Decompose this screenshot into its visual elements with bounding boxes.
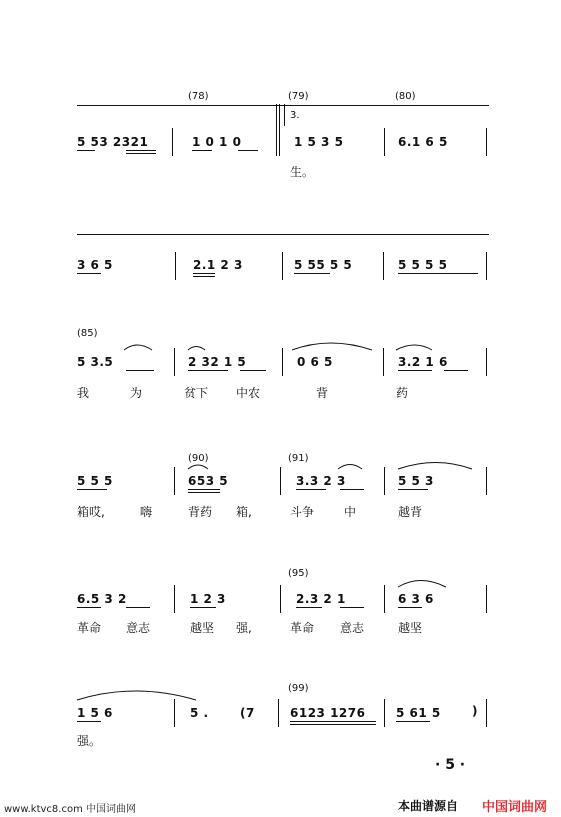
barline bbox=[486, 348, 487, 376]
barline bbox=[383, 252, 384, 280]
lyric: 背 bbox=[316, 386, 329, 400]
lyric: 越坚 bbox=[190, 621, 215, 635]
underline bbox=[193, 276, 215, 277]
barline bbox=[383, 348, 384, 376]
row3-measure1: 5 3.5 bbox=[77, 355, 114, 369]
barline bbox=[384, 467, 385, 495]
volta-bracket bbox=[284, 104, 285, 126]
lyric: 背药 bbox=[188, 505, 213, 519]
underline bbox=[398, 489, 428, 490]
barline bbox=[174, 585, 175, 613]
row6-measure3: 6123 1276 bbox=[290, 706, 366, 720]
footer-brand-link[interactable]: 中国词曲网 bbox=[482, 800, 548, 815]
row5-measure4: 6 3 6 bbox=[398, 592, 434, 606]
underline bbox=[444, 370, 468, 371]
repeat-end-barline bbox=[279, 104, 280, 156]
barline bbox=[486, 585, 487, 613]
lyric: 中农 bbox=[236, 386, 261, 400]
row3-measure3: 0 6 5 bbox=[297, 355, 333, 369]
volta-label: 3. bbox=[290, 110, 300, 121]
underline bbox=[77, 489, 107, 490]
row4-measure4: 5 5 3 bbox=[398, 474, 434, 488]
repeat-end-barline bbox=[276, 104, 277, 156]
barline bbox=[486, 699, 487, 727]
row2-measure1: 3 6 5 bbox=[77, 258, 113, 272]
lyric: 箱哎, bbox=[77, 505, 105, 519]
row2-measure2: 2.1 2 3 bbox=[193, 258, 243, 272]
underline bbox=[192, 150, 212, 151]
underline bbox=[126, 153, 156, 154]
lyric: 越坚 bbox=[398, 621, 423, 635]
lyric: 强。 bbox=[77, 734, 102, 748]
row6-measure2: 5 . bbox=[190, 706, 209, 720]
lyric: 箱, bbox=[236, 505, 252, 519]
row5-measure3: 2.3 2 1 bbox=[296, 592, 346, 606]
row2-measure4: 5 5 5 5 bbox=[398, 258, 448, 272]
underline bbox=[77, 607, 101, 608]
underline bbox=[294, 273, 330, 274]
underline bbox=[296, 489, 326, 490]
row4-measure1: 5 5 5 bbox=[77, 474, 113, 488]
row6-measure1: 1 5 6 bbox=[77, 706, 113, 720]
underline bbox=[190, 607, 216, 608]
row5-measure1: 6.5 3 2 bbox=[77, 592, 127, 606]
underline bbox=[340, 607, 364, 608]
lyric: 越背 bbox=[398, 505, 423, 519]
repeat-barline bbox=[486, 252, 487, 280]
lyric: 中 bbox=[344, 505, 357, 519]
barline bbox=[282, 348, 283, 376]
barline bbox=[280, 585, 281, 613]
underline bbox=[193, 273, 215, 274]
lyric: 革命 bbox=[77, 621, 102, 635]
rehearsal-mark-79: (79) bbox=[288, 91, 309, 102]
rehearsal-mark-95: (95) bbox=[288, 568, 309, 579]
barline bbox=[172, 128, 173, 156]
rehearsal-mark-90: (90) bbox=[188, 453, 209, 464]
row4-measure2: 653 5 bbox=[188, 474, 229, 488]
row2-rule bbox=[77, 234, 489, 235]
underline bbox=[188, 492, 220, 493]
rehearsal-mark-99: (99) bbox=[288, 683, 309, 694]
barline bbox=[384, 585, 385, 613]
row4-measure3: 3.3 2 3 bbox=[296, 474, 346, 488]
row6-intro-start: (7 bbox=[240, 706, 255, 720]
lyric: 为 bbox=[130, 386, 143, 400]
row1-measure2: 1 0 1 0 bbox=[192, 135, 242, 149]
footer-site-link[interactable]: www.ktvc8.com 中国词曲网 bbox=[4, 804, 137, 815]
underline bbox=[290, 724, 376, 725]
lyric: 意志 bbox=[340, 621, 365, 635]
barline bbox=[282, 252, 283, 280]
underline bbox=[398, 607, 422, 608]
underline bbox=[126, 150, 156, 151]
footer-source-text: 本曲谱源自 bbox=[398, 799, 459, 813]
lyric: 我 bbox=[77, 386, 90, 400]
underline bbox=[188, 489, 220, 490]
lyric: 嗨 bbox=[140, 505, 153, 519]
row6-close-paren: ) bbox=[472, 704, 478, 718]
lyric: 生。 bbox=[290, 165, 315, 179]
row1-measure1: 5 53 2321 bbox=[77, 135, 149, 149]
row3-measure4: 3.2 1 6 bbox=[398, 355, 448, 369]
underline bbox=[77, 150, 95, 151]
barline bbox=[486, 467, 487, 495]
underline bbox=[77, 721, 101, 722]
top-rule bbox=[77, 105, 489, 106]
underline bbox=[290, 721, 376, 722]
barline bbox=[280, 467, 281, 495]
lyric: 药 bbox=[396, 386, 409, 400]
barline bbox=[174, 467, 175, 495]
underline bbox=[396, 721, 430, 722]
row1-measure3: 1 5 3 5 bbox=[294, 135, 344, 149]
barline bbox=[384, 128, 385, 156]
lyric: 革命 bbox=[290, 621, 315, 635]
underline bbox=[340, 489, 364, 490]
row3-measure2: 2 32 1 5 bbox=[188, 355, 247, 369]
row5-measure2: 1 2 3 bbox=[190, 592, 226, 606]
barline bbox=[174, 348, 175, 376]
barline bbox=[175, 252, 176, 280]
underline bbox=[398, 273, 478, 274]
barline bbox=[486, 128, 487, 156]
rehearsal-mark-85: (85) bbox=[77, 328, 98, 339]
barline bbox=[384, 699, 385, 727]
underline bbox=[240, 370, 266, 371]
row6-measure4: 5 61 5 bbox=[396, 706, 441, 720]
lyric: 斗争 bbox=[290, 505, 315, 519]
rehearsal-mark-91: (91) bbox=[288, 453, 309, 464]
underline bbox=[188, 370, 228, 371]
row1-measure4: 6.1 6 5 bbox=[398, 135, 448, 149]
rehearsal-mark-78: (78) bbox=[188, 91, 209, 102]
underline bbox=[77, 273, 101, 274]
barline bbox=[174, 699, 175, 727]
lyric: 强, bbox=[236, 621, 252, 635]
underline bbox=[296, 607, 322, 608]
rehearsal-mark-80: (80) bbox=[395, 91, 416, 102]
underline bbox=[126, 607, 150, 608]
underline bbox=[238, 150, 258, 151]
underline bbox=[126, 370, 154, 371]
underline bbox=[398, 370, 432, 371]
row2-measure3: 5 55 5 5 bbox=[294, 258, 353, 272]
page-number: · 5 · bbox=[435, 757, 466, 773]
barline bbox=[278, 699, 279, 727]
lyric: 贫下 bbox=[184, 386, 209, 400]
lyric: 意志 bbox=[126, 621, 151, 635]
